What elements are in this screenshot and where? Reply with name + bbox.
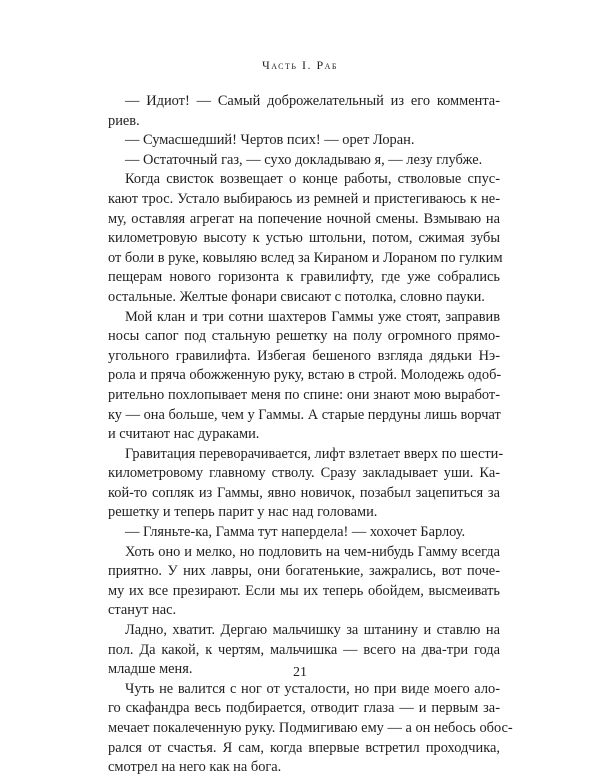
text-line: Мой клан и три сотни шахтеров Гаммы уже стоят, заправив (125, 308, 500, 325)
text-line: му, оставляя агрегат на попечение ночной смены. Взмываю на (108, 210, 500, 227)
text-line: рола и пряча обожженную руку, встаю в строй. Молодежь одоб- (108, 367, 502, 384)
text-line: Ладно, хватит. Дергаю мальчишку за штанину и ставлю на (125, 622, 500, 639)
text-line: приятно. У них лавры, они богатенькие, зажрались, вот поче- (108, 563, 500, 580)
text-line: — Идиот! — Самый доброжелательный из его коммента- (125, 93, 500, 109)
text-line: Хоть оно и мелко, но подловить на чем-нибудь Гамму всегда (125, 543, 500, 560)
text-line: угольного гравилифта. Избегая бешеного взгляда дядьки Нэ- (108, 347, 500, 364)
text-line: носы сапог под стальную решетку на полу огромного прямо- (108, 328, 500, 345)
page-number: 21 (293, 665, 307, 680)
text-line: младше меня. (108, 661, 193, 678)
text-line: кают трос. Устало выбираюсь из ремней и пристегиваюсь к не- (108, 190, 500, 207)
text-line: решетку и теперь парит у нас над головами. (108, 504, 378, 521)
text-line: — Остаточный газ, — сухо докладываю я, — лезу глубже. (125, 151, 483, 168)
text-line: километровую высоту к устью штольни, потом, сжимая зубы (108, 230, 500, 247)
text-line: — Сумасшедший! Чертов псих! — орет Лоран. (125, 132, 415, 149)
text-line: мечает покалеченную руку. Подмигиваю ему — а он небось обос- (108, 720, 513, 736)
text-line: го скафандра весь подбирается, отводит глаза — и первым за- (108, 700, 500, 717)
text-line: Чуть не валится с ног от усталости, но при виде моего ало- (125, 680, 500, 697)
text-line: Когда свисток возвещает о конце работы, стволовые спус- (125, 171, 500, 188)
text-line: рительно похлопывает меня по спине: они знают мою выработ- (108, 386, 500, 403)
text-line: смотрел на него как на бога. (108, 759, 282, 776)
text-line: ку — она больше, чем у Гаммы. А старые пердуны лишь ворчат (108, 406, 501, 423)
text-line: остальные. Желтые фонари свисают с потолка, словно пауки. (108, 288, 485, 305)
text-line: му их все презирают. Если мы их теперь обойдем, высмеивать (108, 582, 500, 599)
text-line: Гравитация переворачивается, лифт взлетает вверх по шести- (125, 445, 504, 462)
text-line: километровому главному стволу. Сразу закладывает уши. Ка- (108, 465, 500, 482)
text-line: пол. Да какой, к чертям, мальчишка — всего на два-три года (108, 641, 500, 658)
text-line: станут нас. (108, 602, 177, 619)
text-line: и считают нас дураками. (108, 426, 260, 443)
text-line: пещерам нового горизонта к гравилифту, где уже собрались (108, 269, 500, 286)
text-line: рался от счастья. Я сам, когда впервые встретил проходчика, (108, 739, 500, 756)
text-line: от боли в руке, ковыляю вслед за Кираном и Лораном по гулким (108, 249, 503, 266)
text-line: кой-то сопляк из Гаммы, явно новичок, позабыл зацепиться за (108, 484, 500, 501)
text-line: риев. (108, 112, 140, 129)
text-line: — Гляньте-ка, Гамма тут напердела! — хохочет Барлоу. (125, 524, 466, 541)
running-head: Часть I. Раб (261, 58, 339, 72)
